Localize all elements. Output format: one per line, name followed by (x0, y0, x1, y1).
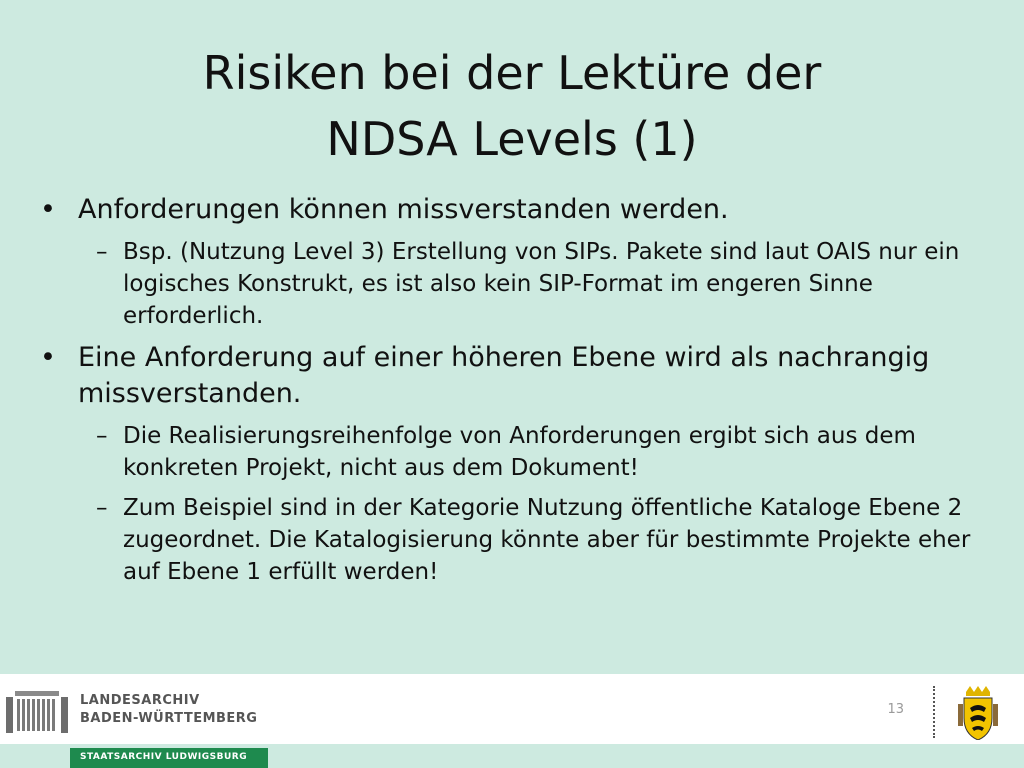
archive-building-icon (6, 689, 68, 735)
page-number: 13 (887, 702, 904, 717)
slide-content (36, 192, 996, 596)
bullet-1 (36, 192, 996, 228)
bullet-2-sub-1-text: Die Realisierungsreihenfolge von Anforderungen ergibt sich aus dem konkreten Projekt, nicht aus dem Dokument! (123, 423, 916, 481)
coat-of-arms-icon (958, 686, 998, 740)
organization-name (80, 692, 257, 728)
sub-bullet-mark: – (96, 239, 108, 265)
bullet-2-text: Eine Anforderung auf einer höheren Ebene wird als nachrangig missverstanden. (78, 342, 930, 409)
sub-bullet-mark: – (96, 423, 108, 449)
bullet-1-sub-1-text: Bsp. (Nutzung Level 3) Erstellung von SIPs. Pakete sind laut OAIS nur ein logisches Konstrukt, es ist also kein SIP-Format im engeren Sinne erforderlich. (123, 239, 960, 329)
footer-divider (933, 686, 935, 738)
bullet-mark: • (40, 342, 56, 373)
title-line-2: NDSA Levels (1) (326, 112, 698, 166)
title-line-1: Risiken bei der Lektüre der (202, 46, 822, 100)
slide-footer (0, 674, 1024, 768)
org-line-2: BADEN-WÜRTTEMBERG (80, 711, 258, 726)
bullet-mark: • (40, 194, 56, 225)
org-line-1: LANDESARCHIV (80, 693, 200, 708)
bullet-2 (36, 340, 996, 412)
sub-bullet-mark: – (96, 495, 108, 521)
bullet-1-sub-1 (36, 236, 996, 332)
slide-title (0, 40, 1024, 172)
bullet-2-sub-2-text: Zum Beispiel sind in der Kategorie Nutzung öffentliche Kataloge Ebene 2 zugeordnet. Die Katalogisierung könnte aber für bestimmte Projekte eher auf Ebene 1 erfüllt werden! (123, 495, 971, 585)
bullet-1-text: Anforderungen können missverstanden werden. (78, 194, 729, 225)
bullet-2-sub-1 (36, 420, 996, 484)
sub-organization-name: STAATSARCHIV LUDWIGSBURG (80, 752, 248, 762)
bullet-2-sub-2 (36, 492, 996, 588)
